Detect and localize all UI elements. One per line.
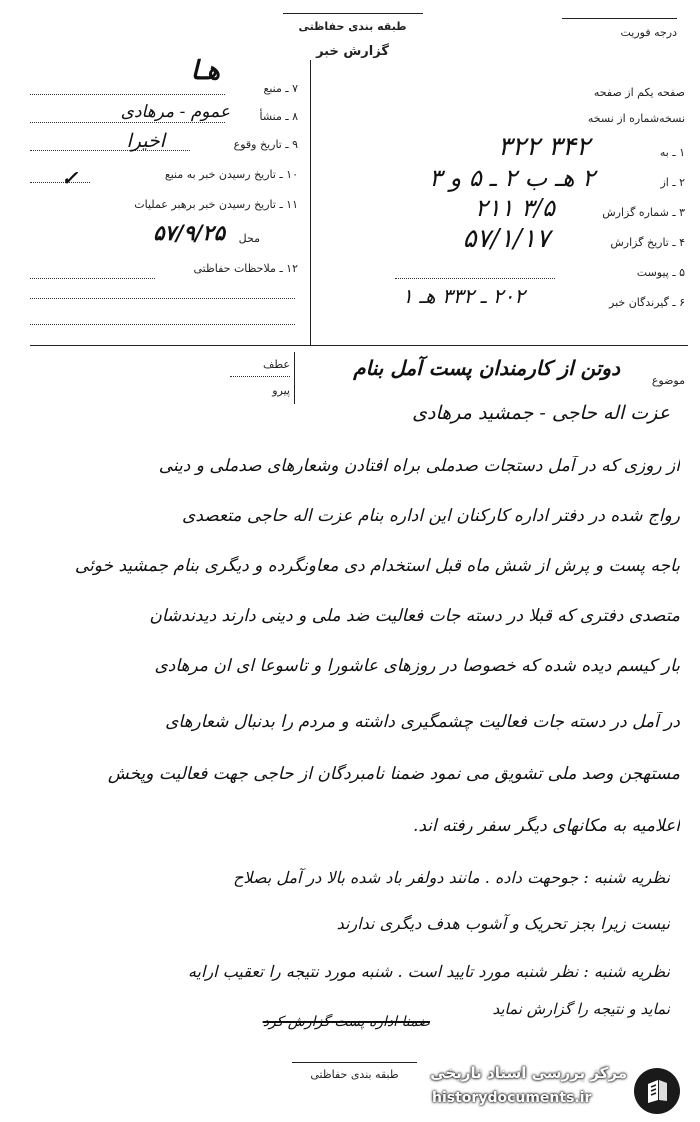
field-occurrence-value: اخیرا	[126, 130, 165, 152]
field-from-label: ۲ ـ از	[660, 176, 685, 189]
subject-text: دوتن از کارمندان پست آمل بنام	[353, 356, 620, 380]
note-line: نماید و نتیجه را گزارش نماید	[492, 1000, 670, 1018]
field-recipients-label: ۶ ـ گیرندگان خبر	[609, 296, 685, 309]
field-source-value: هـا	[190, 56, 220, 86]
document-center-logo-icon	[634, 1068, 680, 1114]
field-remarks-dots	[30, 278, 155, 279]
field-report-date-label: ۴ ـ تاریخ گزارش	[610, 236, 685, 249]
body-line: باجه پست و پرش از شش ماه قبل استخدام دی معاونگرده و دیگری بنام جمشید خوئی	[74, 556, 680, 576]
blank-dots-2	[30, 324, 295, 325]
header-column-divider	[310, 60, 311, 345]
subject-names: عزت اله حاجی - جمشید مرهادی	[412, 402, 670, 424]
field-news-to-source-label: ۱۰ ـ تاریخ رسیدن خبر به منبع	[164, 168, 298, 181]
field-source-label: ۷ ـ منبع	[263, 82, 298, 95]
field-report-number-value: ۳/۵ ۲۱۱	[474, 194, 555, 222]
blank-dots-1	[30, 298, 295, 299]
priority-label: درجه فوریت	[620, 26, 677, 39]
field-to-value: ۳۴۲ ۳۲۲	[497, 132, 590, 162]
struck-line: ضمنا اداره پست گزارش کرد	[262, 1014, 430, 1030]
field-place-label: محل	[238, 232, 260, 245]
field-occurrence-label: ۹ ـ تاریخ وقوع	[233, 138, 298, 151]
header-top-line	[283, 13, 423, 14]
body-line: در آمل در دسته جات فعالیت چشمگیری داشته و مردم را بدنبال شعارهای	[165, 712, 680, 732]
watermark-title: مرکز بررسی اسناد تاریخی	[430, 1064, 627, 1082]
field-news-to-leader-label: ۱۱ ـ تاریخ رسیدن خبر برهبر عملیات	[134, 198, 298, 211]
classification-label: طبقه بندی حفاظتی	[298, 20, 407, 33]
subject-vertical-line	[294, 352, 295, 404]
body-line: مستهجن وصد ملی تشویق می نمود ضمنا نامبردگان از حاجی جهت فعالیت وپخش	[107, 764, 680, 784]
field-to-label: ۱ ـ به	[659, 146, 685, 159]
page-of-label: صفحه یکم از صفحه	[593, 86, 685, 99]
field-place-value: ۵۷/۹/۲۵	[153, 220, 225, 245]
field-from-value: ۲ هـ ب ۲ ـ ۵ و ۳	[429, 164, 595, 192]
priority-top-line	[562, 18, 677, 19]
note-line: نظریه شنبه : جوحهت داده . مانند دولفر باد شده بالا در آمل بصلاح	[233, 868, 670, 887]
body-line: اعلامیه به مکانهای دیگر سفر رفته اند.	[412, 816, 680, 836]
field-origin-dots	[30, 122, 225, 123]
field-source-dots	[30, 94, 225, 95]
watermark-url: historydocuments.ir	[432, 1090, 592, 1106]
subject-separator-line	[30, 345, 688, 346]
check-mark-icon: ✓	[61, 166, 78, 190]
peyro-label: پیرو	[272, 384, 290, 397]
copy-number-label: نسخه‌شماره از نسخه	[587, 112, 685, 125]
note-line: نظریه شنبه : نظر شنبه مورد تایید است . شنبه مورد نتیجه را تعقیب ارایه	[187, 962, 670, 981]
field-attachment-label: ۵ ـ پیوست	[636, 266, 685, 279]
atf-dots	[230, 376, 290, 377]
mozou-label: موضوع	[651, 374, 685, 387]
field-report-number-label: ۳ ـ شماره گزارش	[602, 206, 685, 219]
form-title: گزارش خبر	[316, 44, 389, 59]
field-attachment-dots	[395, 278, 555, 279]
body-line: رواج شده در دفتر اداره کارکنان این اداره بنام عزت اله حاجی متعصدی	[182, 506, 680, 526]
footer-classification-label: طبقه بندی حفاظتی	[310, 1068, 399, 1081]
note-line: نیست زیرا بجز تحریک و آشوب هدف دیگری ندارند	[336, 914, 670, 933]
field-remarks-label: ۱۲ ـ ملاحظات حفاظتی	[193, 262, 298, 275]
field-origin-value: عموم - مرهادی	[120, 102, 230, 122]
field-report-date-value: ۵۷/۱/۱۷	[462, 224, 550, 254]
field-origin-label: ۸ ـ منشأ	[259, 110, 298, 123]
field-recipients-value: ۲۰۲ ـ ۳۳۲ هـ ۱	[402, 284, 525, 308]
footer-top-line	[292, 1062, 417, 1063]
body-line: از روزی که در آمل دستجات صدملی براه افتادن وشعارهای صدملی و دینی	[158, 456, 680, 476]
atf-label: عطف	[263, 358, 290, 371]
body-line: بار کیسم دیده شده که خصوصا در روزهای عاشورا و تاسوعا ای ان مرهادی	[154, 656, 680, 676]
body-line: متصدی دفتری که قبلا در دسته جات فعالیت ضد ملی و دینی دارند دیدندشان	[149, 606, 680, 626]
